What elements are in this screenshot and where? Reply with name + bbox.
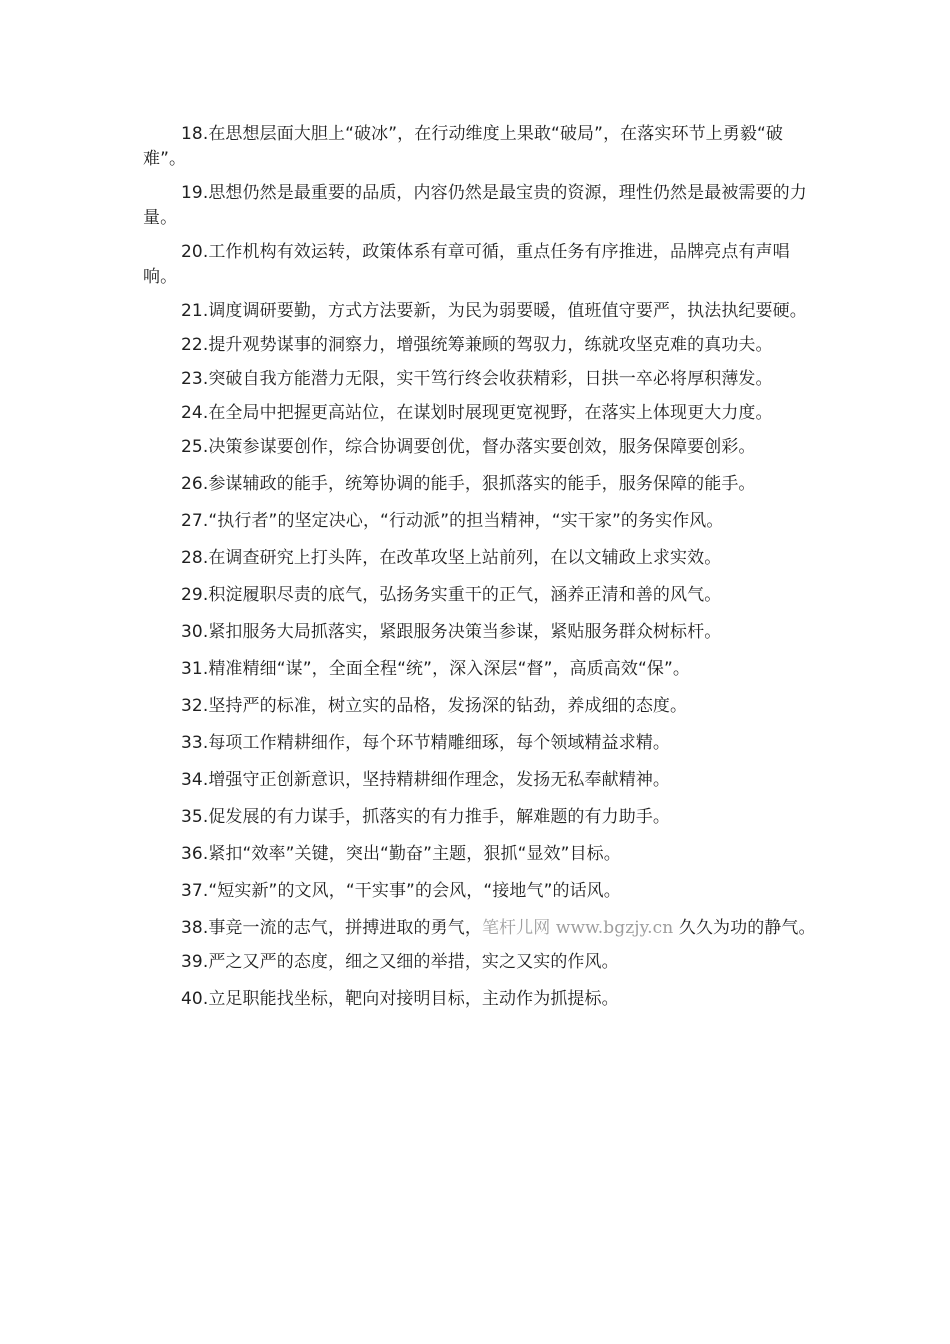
paragraph-30: 30.紧扣服务大局抓落实，紧跟服务决策当参谋，紧贴服务群众树标杆。	[181, 622, 722, 642]
site-watermark: 笔杆儿网 www.bgzjy.cn	[481, 918, 674, 938]
paragraph-29: 29.积淀履职尽责的底气，弘扬务实重干的正气，涵养正清和善的风气。	[181, 585, 722, 605]
paragraph-20: 20.工作机构有效运转，政策体系有章可循，重点任务有序推进，品牌亮点有声唱响。	[143, 242, 790, 287]
paragraph-28: 28.在调查研究上打头阵，在改革攻坚上站前列，在以文辅政上求实效。	[181, 548, 722, 568]
paragraph-21: 21.调度调研要勤，方式方法要新，为民为弱要暖，值班值守要严，执法执纪要硬。	[181, 301, 807, 321]
paragraph-23: 23.突破自我方能潜力无限，实干笃行终会收获精彩，日拱一卒必将厚积薄发。	[181, 369, 773, 389]
paragraph-39: 39.严之又严的态度，细之又细的举措，实之又实的作风。	[181, 952, 619, 972]
paragraph-40: 40.立足职能找坐标，靶向对接明目标，主动作为抓提标。	[181, 989, 619, 1009]
paragraph-22: 22.提升观势谋事的洞察力，增强统筹兼顾的驾驭力，练就攻坚克难的真功夫。	[181, 335, 773, 355]
paragraph-36: 36.紧扣“效率”关键，突出“勤奋”主题，狠抓“显效”目标。	[181, 844, 621, 864]
paragraph-38-end: 久久为功的静气。	[673, 918, 816, 938]
paragraph-31: 31.精准精细“谋”，全面全程“统”，深入深层“督”，高质高效“保”。	[181, 659, 690, 679]
document-body	[143, 122, 823, 1024]
paragraph-27: 27.“执行者”的坚定决心，“行动派”的担当精神，“实干家”的务实作风。	[181, 511, 724, 531]
paragraph-18: 18.在思想层面大胆上“破冰”，在行动维度上果敢“破局”，在落实环节上勇毅“破难”。	[143, 124, 783, 169]
paragraph-26: 26.参谋辅政的能手，统筹协调的能手，狠抓落实的能手，服务保障的能手。	[181, 474, 756, 494]
paragraph-35: 35.促发展的有力谋手，抓落实的有力推手，解难题的有力助手。	[181, 807, 671, 827]
paragraph-33: 33.每项工作精耕细作，每个环节精雕细琢，每个领域精益求精。	[181, 733, 671, 753]
paragraph-19: 19.思想仍然是最重要的品质，内容仍然是最宝贵的资源，理性仍然是最被需要的力量。	[143, 183, 807, 228]
paragraph-38	[143, 916, 823, 941]
paragraph-37: 37.“短实新”的文风，“干实事”的会风，“接地气”的话风。	[181, 881, 621, 901]
paragraph-32: 32.坚持严的标准，树立实的品格，发扬深的钻劲，养成细的态度。	[181, 696, 688, 716]
paragraph-34: 34.增强守正创新意识，坚持精耕细作理念，发扬无私奉献精神。	[181, 770, 671, 790]
paragraph-24: 24.在全局中把握更高站位，在谋划时展现更宽视野，在落实上体现更大力度。	[181, 403, 773, 423]
paragraph-38-start: 38.事竞一流的志气，拼搏进取的勇气，	[181, 918, 482, 938]
paragraph-25: 25.决策参谋要创作，综合协调要创优，督办落实要创效，服务保障要创彩。	[181, 437, 756, 457]
